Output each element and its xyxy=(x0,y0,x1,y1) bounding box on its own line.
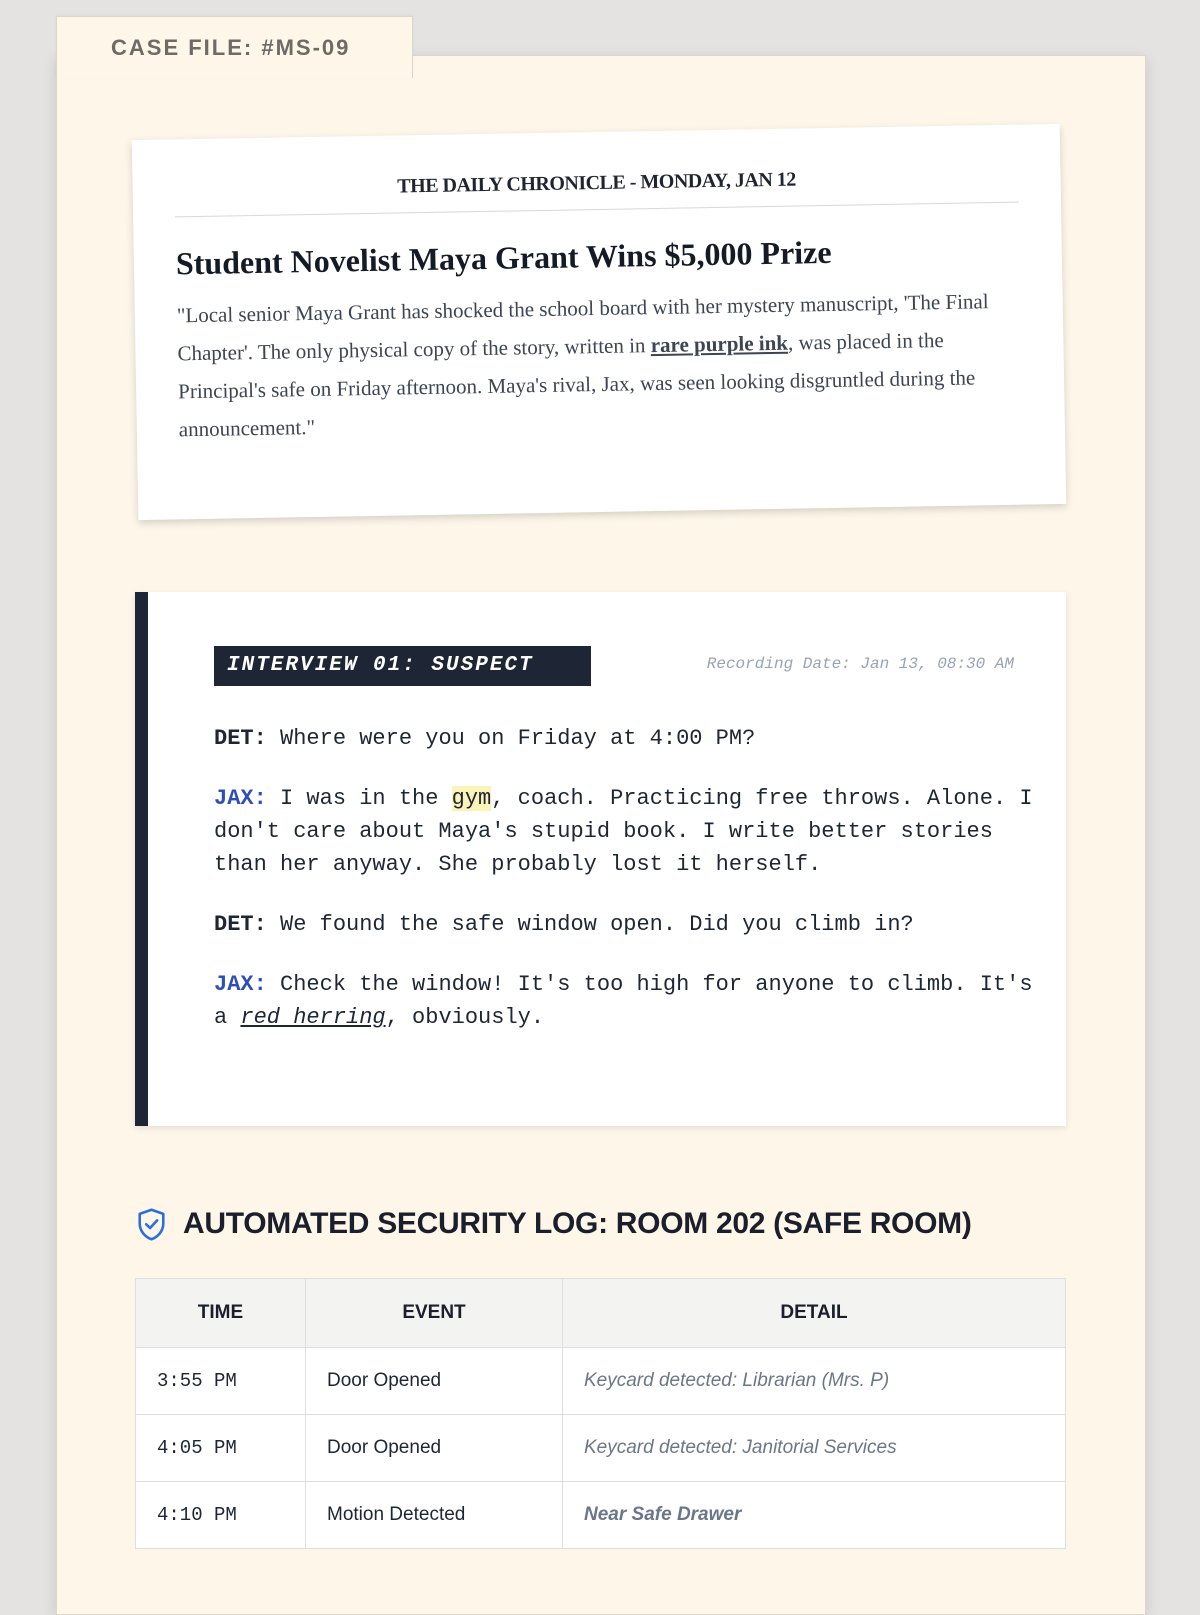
newspaper-masthead: THE DAILY CHRONICLE - MONDAY, JAN 12 xyxy=(174,165,1019,218)
table-row xyxy=(136,1482,1066,1549)
security-log-title: AUTOMATED SECURITY LOG: ROOM 202 (SAFE ROOM) xyxy=(183,1207,972,1240)
table-header-row xyxy=(136,1279,1066,1348)
line-text: Where were you on Friday at 4:00 PM? xyxy=(266,726,756,751)
interview-transcript-card xyxy=(135,592,1066,1126)
column-header-detail: DETAIL xyxy=(563,1279,1066,1348)
log-detail: Near Safe Drawer xyxy=(563,1482,1066,1549)
column-header-event: EVENT xyxy=(306,1279,563,1348)
newspaper-article xyxy=(176,282,1023,449)
interview-badge: INTERVIEW 01: SUSPECT JAX xyxy=(214,646,591,686)
emphasis-red-herring: red herring xyxy=(240,1005,386,1030)
highlight-gym: gym xyxy=(451,786,492,811)
security-log-header xyxy=(137,1207,972,1241)
line-text: , obviously. xyxy=(385,1005,545,1030)
security-log-table xyxy=(135,1278,1066,1549)
column-header-time: TIME xyxy=(136,1279,306,1348)
log-time: 4:10 PM xyxy=(136,1482,306,1549)
log-event: Door Opened xyxy=(306,1348,563,1415)
transcript-line-jax-1 xyxy=(214,782,1034,881)
transcript xyxy=(214,722,1034,1061)
shield-check-icon xyxy=(137,1208,166,1241)
article-text-start: "Local senior Maya Grant has shocked the school board with her mystery manuscript, 'The Final Chapter'. The only physical copy of the story, written in xyxy=(176,289,989,366)
newspaper-headline: Student Novelist Maya Grant Wins $5,000 Prize xyxy=(175,233,832,282)
line-text: We found the safe window open. Did you climb in? xyxy=(266,912,914,937)
speaker-jax: JAX: xyxy=(214,786,267,811)
line-text: I was in the xyxy=(266,786,452,811)
line-text: , coach. Practicing free throws. Alone. I don't care about Maya's stupid book. I write better stories than her anyway. She probably lost it herself. xyxy=(214,786,1033,877)
case-file-tab[interactable] xyxy=(56,16,413,78)
speaker-jax: JAX: xyxy=(214,972,267,997)
log-time: 3:55 PM xyxy=(136,1348,306,1415)
line-text: Check the window! It's too high for anyone to climb. It's a xyxy=(214,972,1033,1030)
speaker-det: DET: xyxy=(214,726,267,751)
article-text-end: , was placed in the Principal's safe on Friday afternoon. Maya's rival, Jax, was seen looking disgruntled during the announcement." xyxy=(177,327,976,442)
log-time: 4:05 PM xyxy=(136,1415,306,1482)
log-detail: Keycard detected: Librarian (Mrs. P) xyxy=(563,1348,1066,1415)
log-event: Door Opened xyxy=(306,1415,563,1482)
newspaper-clipping xyxy=(132,124,1066,520)
article-highlight-rare-purple-ink: rare purple ink xyxy=(650,330,789,358)
log-event: Motion Detected xyxy=(306,1482,563,1549)
log-detail: Keycard detected: Janitorial Services xyxy=(563,1415,1066,1482)
transcript-line-det-1 xyxy=(214,722,1034,755)
table-row xyxy=(136,1348,1066,1415)
case-file-label: CASE FILE: #MS-09 xyxy=(111,35,351,60)
table-row xyxy=(136,1415,1066,1482)
recording-date: Recording Date: Jan 13, 08:30 AM xyxy=(706,655,1014,673)
speaker-det: DET: xyxy=(214,912,267,937)
transcript-line-jax-2 xyxy=(214,968,1034,1034)
transcript-line-det-2 xyxy=(214,908,1034,941)
